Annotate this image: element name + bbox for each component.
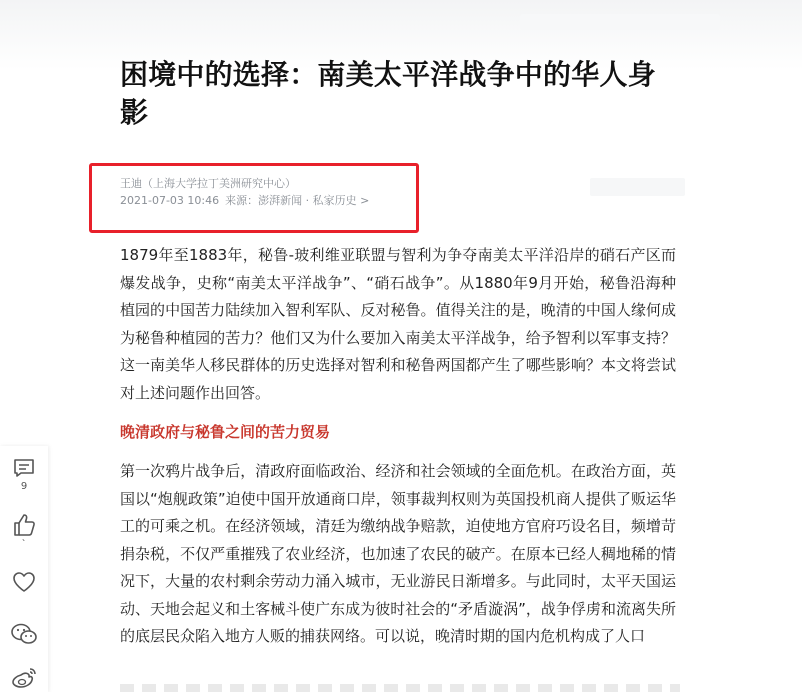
heart-icon xyxy=(11,570,37,594)
date-source-line xyxy=(120,193,375,208)
body-paragraph: 第一次鸦片战争后，清政府面临政治、经济和社会领域的全面危机。在政治方面，英国以“炮舰政策”迫使中国开放通商口岸，领事裁判权则为英国投机商人提供了贩运华工的可乘之机。在经济领域，清廷为缴纳战争赔款，迫使地方官府巧设名目，频增苛捐杂税，不仅严重摧残了农业经济，也加速了农民的破产。在原本已经人稠地稀的情况下，大量的农村剩余劳动力涌入城市，无业游民日渐增多。与此同时，太平天国运动、天地会起义和土客械斗使广东成为彼时社会的“矛盾漩涡”，战争俘虏和流离失所的底层民众陷入地方人贩的捕获网络。可以说，晚清时期的国内危机构成了人口 xyxy=(120,462,676,645)
weibo-icon xyxy=(10,666,38,690)
section-heading: 晚清政府与秘鲁之间的苦力贸易 xyxy=(120,423,331,441)
intro-paragraph: 1879年至1883年，秘鲁-玻利维亚联盟与智利为争夺南美太平洋沿岸的硝石产区而爆发战争，史称“南美太平洋战争”、“硝石战争”。从1880年9月开始，秘鲁沿海种植园的中国苦力陆续加入智利军队、反对秘鲁。值得关注的是，晚清的中国人缘何成为秘鲁种植园的苦力？他们又为什么要加入南美太平洋战争，给予智利以军事支持？这一南美华人移民群体的历史选择对智利和秘鲁两国都产生了哪些影响？本文将尝试对上述问题作出回答。 xyxy=(120,246,676,402)
cut-off-text-line xyxy=(120,684,680,692)
article-header xyxy=(120,56,676,132)
favorite-button[interactable] xyxy=(0,570,48,594)
wechat-icon xyxy=(10,622,38,646)
article-meta xyxy=(120,176,375,208)
like-count: ` xyxy=(21,539,27,550)
source-link[interactable]: 澎湃新闻 · 私家历史 > xyxy=(258,194,370,207)
like-button[interactable] xyxy=(0,512,48,551)
author-line: 王迪（上海大学拉丁美洲研究中心） xyxy=(120,177,296,190)
thumbs-up-icon xyxy=(11,512,37,538)
comment-button[interactable] xyxy=(0,456,48,493)
comment-count: 9 xyxy=(20,481,28,492)
wechat-share-button[interactable] xyxy=(0,622,48,646)
article-title: 困境中的选择：南美太平洋战争中的华人身影 xyxy=(120,58,656,129)
share-toolbar xyxy=(0,446,48,692)
weibo-share-button[interactable] xyxy=(0,666,48,690)
publish-date: 2021-07-03 10:46 xyxy=(120,194,220,207)
comment-icon xyxy=(12,456,36,480)
source-label: 来源： xyxy=(225,194,259,207)
right-faint-block xyxy=(590,178,685,196)
top-faint-bar xyxy=(520,14,720,30)
